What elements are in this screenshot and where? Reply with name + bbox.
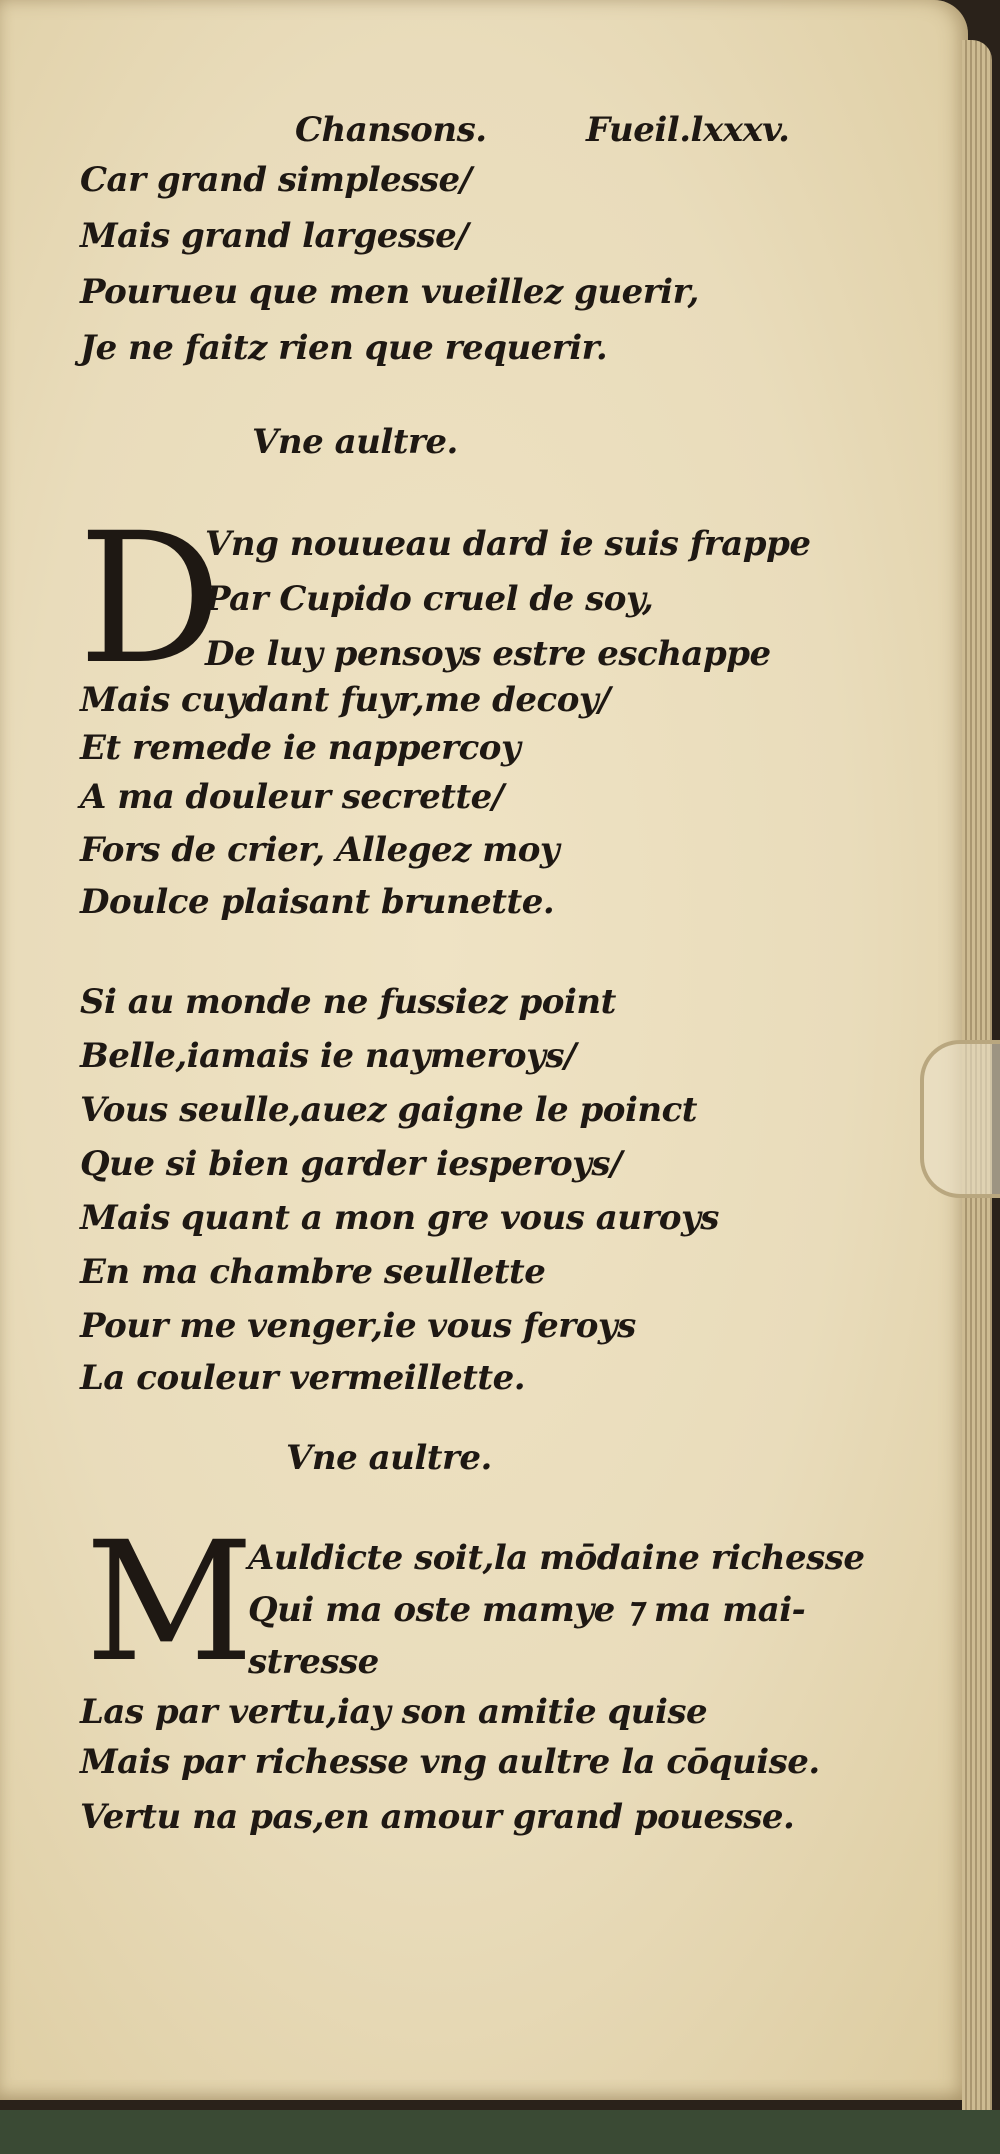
section-heading: Vne aultre. bbox=[286, 1438, 492, 1478]
running-title: Chansons. bbox=[295, 110, 487, 150]
verse-line: stresse bbox=[248, 1642, 379, 1682]
verse-line: Je ne faitz rien que requerir. bbox=[80, 328, 608, 368]
verse-line: Mais cuydant fuyr,me decoy/ bbox=[80, 680, 611, 720]
verse-line: Mais quant a mon gre vous auroys bbox=[80, 1198, 719, 1238]
verse-line: Pourueu que men vueillez guerir, bbox=[80, 272, 699, 312]
verse-line: En ma chambre seullette bbox=[80, 1252, 546, 1292]
verse-line: Vng nouueau dard ie suis frappe bbox=[205, 524, 811, 564]
verse-line: Vous seulle,auez gaigne le poinct bbox=[80, 1090, 698, 1130]
verse-line: Las par vertu,iay son amitie quise bbox=[80, 1692, 708, 1732]
verse-line: Fors de crier, Allegez moy bbox=[80, 830, 560, 870]
verse-line: Mais par richesse vng aultre la cōquise. bbox=[80, 1742, 820, 1782]
verse-line: Qui ma oste mamye ⁊ ma mai- bbox=[248, 1590, 806, 1630]
verse-line: A ma douleur secrette/ bbox=[80, 777, 504, 817]
verse-line: Si au monde ne fussiez point bbox=[80, 982, 616, 1022]
folio-number: Fueil.lxxxv. bbox=[586, 110, 790, 150]
verse-line: Doulce plaisant brunette. bbox=[80, 882, 555, 922]
drop-cap-initial: D bbox=[78, 495, 222, 704]
verse-line: La couleur vermeillette. bbox=[80, 1358, 526, 1398]
verse-line: Que si bien garder iesperoys/ bbox=[80, 1144, 622, 1184]
background-surface bbox=[0, 2110, 1000, 2154]
verse-line: De luy pensoys estre eschappe bbox=[205, 634, 771, 674]
verse-line: Belle,iamais ie naymeroys/ bbox=[80, 1036, 576, 1076]
verse-line: Pour me venger,ie vous feroys bbox=[80, 1306, 636, 1346]
section-heading: Vne aultre. bbox=[252, 422, 458, 462]
verse-line: Par Cupido cruel de soy, bbox=[205, 579, 654, 619]
drop-cap-initial: M bbox=[85, 1506, 254, 1698]
verse-line: Vertu na pas,en amour grand pouesse. bbox=[80, 1797, 795, 1837]
verse-line: Auldicte soit,la mōdaine richesse bbox=[248, 1538, 865, 1578]
verse-line: Car grand simplesse/ bbox=[80, 160, 472, 200]
book-clasp bbox=[920, 1040, 1000, 1198]
verse-line: Mais grand largesse/ bbox=[80, 216, 469, 256]
verse-line: Et remede ie nappercoy bbox=[80, 728, 521, 768]
